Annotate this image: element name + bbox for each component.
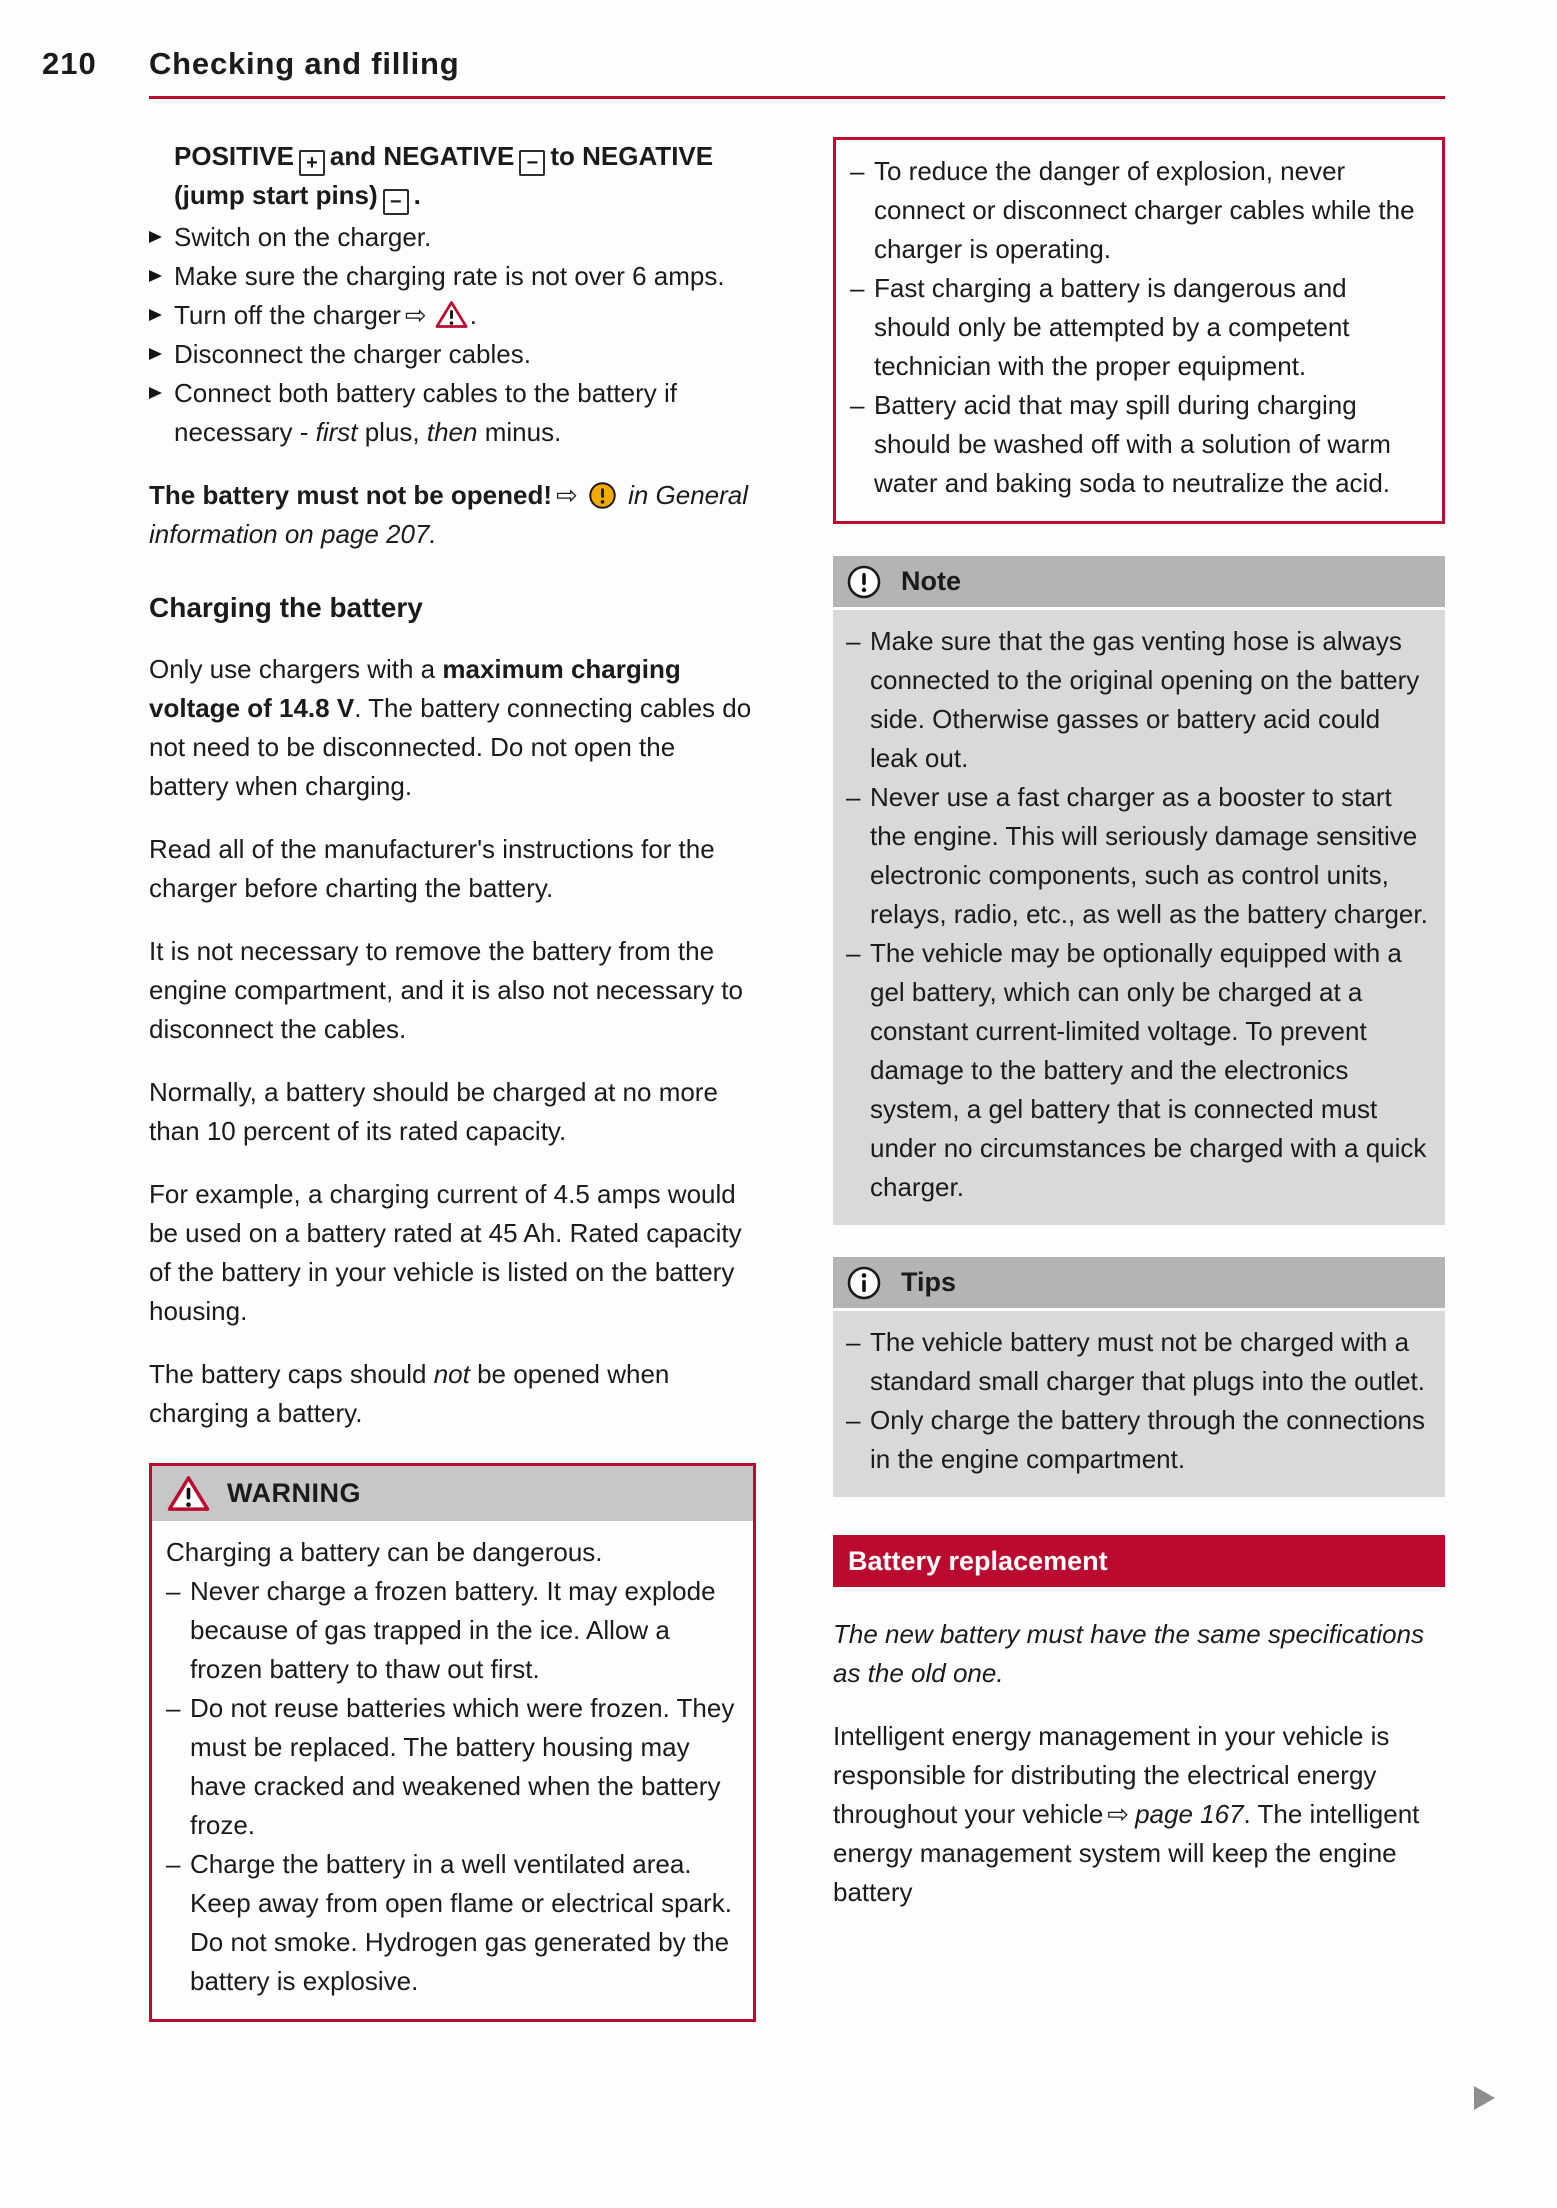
list-item-text [174,374,756,452]
plus-box-icon: + [299,150,325,176]
section-banner-battery-replacement: Battery replacement [833,1535,1445,1587]
tip-item [846,1401,1431,1479]
paragraph-text-run: Intelligent energy management in your vehicle is responsible for distributing the electrical energy throughout your vehicle [833,1721,1390,1829]
left-column [149,137,756,2022]
page-content [149,96,1445,2022]
warning-item-text: To reduce the danger of explosion, never connect or disconnect charger cables while the charger is operating. [874,156,1415,264]
note-item [846,778,1431,934]
note-item-text: Never use a fast charger as a booster to start the engine. This will seriously damage sensitive electronic components, such as control units, relays, radio, etc., as well as the battery charger. [870,782,1428,929]
dash-marker: – [846,782,861,812]
list-item-text-run: plus, [357,417,427,447]
warning-item-text: Never charge a frozen battery. It may explode because of gas trapped in the ice. Allow a frozen battery to thaw out first. [190,1576,716,1684]
list-item [149,218,756,257]
warning-triangle-icon [167,1475,210,1512]
tips-box-header [833,1257,1445,1311]
warning-item [850,269,1426,386]
tip-item [846,1323,1431,1401]
continuation-arrow-icon [1474,2086,1495,2110]
warning-item-text: Charge the battery in a well ventilated area. Keep away from open flame or electrical spark. Do not smoke. Hydrogen gas generated by the battery is explosive. [190,1849,732,1996]
list-item-text: Make sure the charging rate is not over 6 amps. [174,261,725,291]
tips-info-icon [846,1265,882,1301]
list-item-text: Disconnect the charger cables. [174,339,531,369]
cross-reference-text: in General information on page 207. [149,480,749,549]
bullet-icon [149,374,174,452]
list-item-text-run: minus. [477,417,562,447]
jump-start-text: POSITIVE [174,141,294,171]
list-item [149,296,756,335]
warning-item-text: Do not reuse batteries which were frozen. They must be replaced. The battery housing may have cracked and weakened when the battery froze. [190,1693,735,1840]
paragraph-text-run: . The intelligent energy management system will keep the engine battery [833,1799,1420,1907]
paragraph: For example, a charging current of 4.5 amps would be used on a battery rated at 45 Ah. Rated capacity of the battery in your vehicle is listed on the battery housing. [149,1179,742,1326]
right-column [833,137,1445,2022]
warning-item [850,386,1426,503]
page-reference: page 167 [1135,1799,1244,1829]
note-item-text: Make sure that the gas venting hose is always connected to the original opening on the battery side. Otherwise gasses or battery acid could leak out. [870,626,1420,773]
bullet-icon [149,218,174,257]
warning-box-body [836,140,1442,521]
bullet-icon [149,257,174,296]
warning-box-body [152,1521,753,2019]
emphasis-bold-text: maximum charging voltage of 14.8 V [149,654,681,723]
warning-item-text: Battery acid that may spill during charging should be washed off with a solution of warm water and baking soda to neutralize the acid. [874,390,1391,498]
paragraph: Read all of the manufacturer's instructions for the charger before charting the battery. [149,834,715,903]
list-item [149,335,756,374]
bullet-icon [149,296,174,335]
dash-marker: – [846,626,861,656]
instruction-list [149,218,756,452]
list-item [149,374,756,452]
dash-marker: – [166,1849,181,1879]
dash-marker: – [846,938,861,968]
jump-start-text: and NEGATIVE [329,141,515,171]
note-item [846,622,1431,778]
note-label: Note [901,566,961,596]
tips-label: Tips [901,1267,957,1297]
page-title: Checking and filling [149,46,460,81]
paragraph [833,1717,1445,1912]
dash-marker: – [850,390,865,420]
dash-marker: – [166,1693,181,1723]
paragraph-text-run: . The battery connecting cables do not need to be disconnected. Do not open the battery when charging. [149,693,752,801]
list-item-text [174,296,756,335]
dash-marker: – [850,273,865,303]
warning-item-text: Fast charging a battery is dangerous and should only be attempted by a competent technician with the proper equipment. [874,273,1350,381]
tips-box-body [833,1311,1445,1497]
two-column-layout [149,137,1445,2022]
list-item-text-run: Turn off the charger [174,300,401,330]
paragraph [149,1355,756,1433]
note-box [833,556,1445,1225]
page-header [42,46,1557,82]
cross-reference-arrow-icon: ⇨ [404,300,427,330]
warning-item [166,1572,737,1689]
emphasis-text: not [433,1359,470,1389]
warning-box [149,1463,756,2022]
emphasis-text: first [315,417,358,447]
jump-start-text: . [413,180,421,210]
battery-spec-note: The new battery must have the same specifications as the old one. [833,1619,1425,1688]
dash-marker: – [846,1405,861,1435]
list-item-text: Switch on the charger. [174,222,432,252]
header-rule [149,96,1445,99]
tip-item-text: Only charge the battery through the connections in the engine compartment. [870,1405,1426,1474]
tip-item-text: The vehicle battery must not be charged with a standard small charger that plugs into the outlet. [870,1327,1425,1396]
warning-item [850,152,1426,269]
battery-open-text: The battery must not be opened! [149,480,553,510]
paragraph: Normally, a battery should be charged at no more than 10 percent of its rated capacity. [149,1077,718,1146]
cross-reference-arrow-icon: ⇨ [1107,1799,1130,1829]
warning-item [166,1845,737,2001]
warning-triangle-icon [435,300,468,329]
emphasis-text: then [426,417,478,447]
paragraph [149,650,756,806]
dash-marker: – [850,156,865,186]
minus-box-icon: − [519,150,545,176]
note-exclamation-icon [846,564,882,600]
note-item [846,934,1431,1207]
jump-start-continuation [174,137,756,215]
warning-item [166,1689,737,1845]
jump-start-text: to NEGATIVE (jump start pins) [174,141,714,210]
battery-open-note [149,476,756,554]
section-heading: Charging the battery [149,592,423,623]
dash-marker: – [166,1576,181,1606]
dash-marker: – [846,1327,861,1357]
warning-box-header [152,1466,753,1521]
cross-reference-arrow-icon: ⇨ [556,480,578,510]
bullet-icon [149,335,174,374]
note-box-body [833,610,1445,1225]
tips-box [833,1257,1445,1497]
list-item [149,257,756,296]
warning-label: WARNING [227,1478,361,1508]
page-number: 210 [42,46,97,81]
minus-box-icon: − [383,189,409,215]
caution-circle-icon [588,481,617,510]
note-box-header [833,556,1445,610]
paragraph: It is not necessary to remove the battery from the engine compartment, and it is also not necessary to disconnect the cables. [149,936,743,1044]
list-item-text-run: . [469,300,477,330]
note-item-text: The vehicle may be optionally equipped with a gel battery, which can only be charged at a constant current-limited voltage. To prevent damage to the battery and the electronics system, a gel battery that is connected must under no circumstances be charged with a quick charger. [870,938,1427,1202]
warning-intro: Charging a battery can be dangerous. [166,1537,603,1567]
paragraph-text-run: be opened when charging a battery. [149,1359,670,1428]
list-item-text-run: Connect both battery cables to the battery if necessary - [174,378,677,447]
paragraph-text-run: Only use chargers with a [149,654,443,684]
paragraph-text-run: The battery caps should [149,1359,434,1389]
warning-box-continued [833,137,1445,524]
